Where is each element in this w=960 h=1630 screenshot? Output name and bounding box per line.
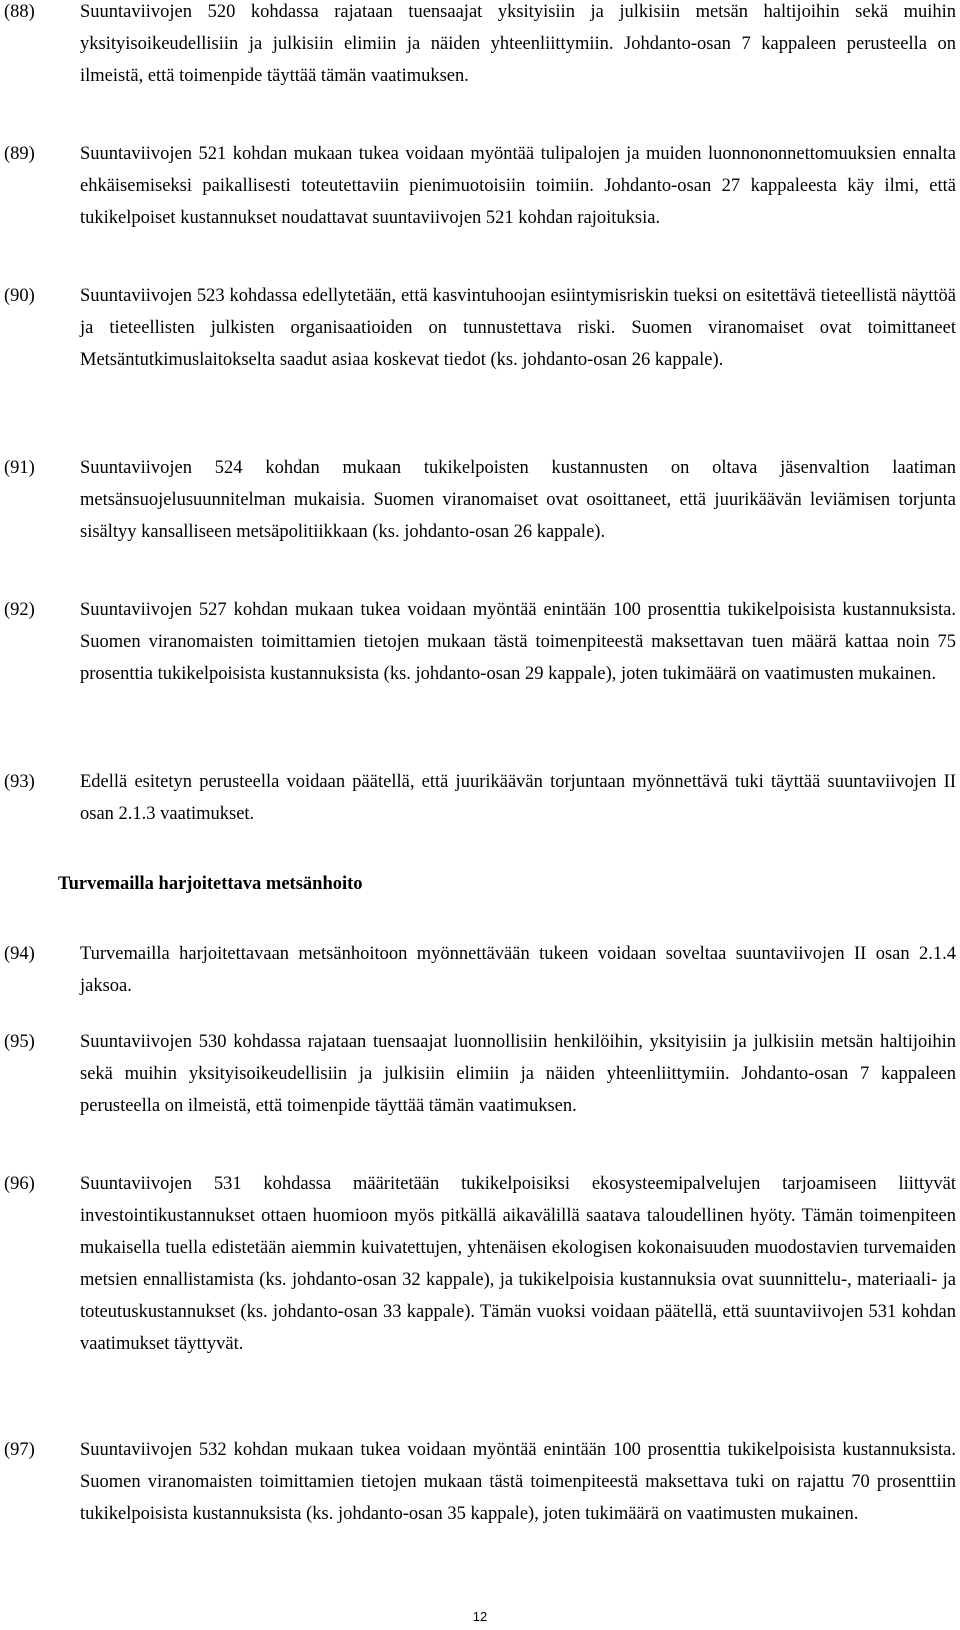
- paragraph-97: [4, 1434, 956, 1530]
- paragraph-90: [4, 280, 956, 376]
- paragraph-93: [4, 766, 956, 830]
- paragraph-text: Suuntaviivojen 530 kohdassa rajataan tuensaajat luonnollisiin henkilöihin, yksityisiin ja julkisiin metsän haltijoihin sekä muihin yksityisoikeudellisiin ja julkisiin elimiin ja näiden yhteenliittymiin. Johdanto-osan 7 kappaleen perusteella on ilmeistä, että toimenpide täyttää tämän vaatimuksen.: [80, 1032, 956, 1116]
- paragraph-number: (95): [4, 1032, 35, 1052]
- paragraph-text: Suuntaviivojen 527 kohdan mukaan tukea voidaan myöntää enintään 100 prosenttia tukikelpoisista kustannuksista. Suomen viranomaisten toimittamien tietojen mukaan tästä toimenpiteestä maksettavan tuen määrä kattaa noin 75 prosenttia tukikelpoisista kustannuksista (ks. johdanto-osan 29 kappale), joten tukimäärä on vaatimusten mukainen.: [80, 600, 956, 684]
- paragraph-91: [4, 452, 956, 548]
- page-number: 12: [472, 1609, 488, 1624]
- paragraph-text: Suuntaviivojen 532 kohdan mukaan tukea voidaan myöntää enintään 100 prosenttia tukikelpoisista kustannuksista. Suomen viranomaisten toimittamien tietojen mukaan tästä toimenpiteestä maksettava tuki on rajattu 70 prosenttiin tukikelpoisista kustannuksista (ks. johdanto-osan 35 kappale), joten tukimäärä on vaatimusten mukainen.: [80, 1440, 956, 1524]
- paragraph-text: Suuntaviivojen 523 kohdassa edellytetään, että kasvintuhoojan esiintymisriskin tueksi on esitettävä tieteellistä näyttöä ja tieteellisten julkisten organisaatioiden on tunnustettava riski. Suomen viranomaiset ovat toimittaneet Metsäntutkimuslaitokselta saadut asiaa koskevat tiedot (ks. johdanto-osan 26 kappale).: [80, 286, 956, 370]
- paragraph-text: Suuntaviivojen 521 kohdan mukaan tukea voidaan myöntää tulipalojen ja muiden luonnononnettomuuksien ennalta ehkäisemiseksi paikallisesti toteutettaviin pienimuotoisiin toimiin. Johdanto-osan 27 kappaleesta käy ilmi, että tukikelpoiset kustannukset noudattavat suuntaviivojen 521 kohdan rajoituksia.: [80, 144, 956, 228]
- paragraph-text: Suuntaviivojen 520 kohdassa rajataan tuensaajat yksityisiin ja julkisiin metsän haltijoihin sekä muihin yksityisoikeudellisiin ja julkisiin elimiin ja näiden yhteenliittymiin. Johdanto-osan 7 kappaleen perusteella on ilmeistä, että toimenpide täyttää tämän vaatimuksen.: [80, 2, 956, 86]
- paragraph-number: (94): [4, 944, 35, 964]
- paragraph-94: [4, 938, 956, 1002]
- paragraph-number: (88): [4, 2, 35, 22]
- paragraph-number: (92): [4, 600, 35, 620]
- paragraph-95: [4, 1026, 956, 1122]
- paragraph-number: (93): [4, 772, 35, 792]
- paragraph-92: [4, 594, 956, 690]
- section-heading: Turvemailla harjoitettava metsänhoito: [58, 874, 363, 894]
- paragraph-89: [4, 138, 956, 234]
- paragraph-number: (97): [4, 1440, 35, 1460]
- paragraph-number: (91): [4, 458, 35, 478]
- paragraph-number: (89): [4, 144, 35, 164]
- paragraph-number: (90): [4, 286, 35, 306]
- paragraph-88: [4, 0, 956, 92]
- paragraph-96: [4, 1168, 956, 1360]
- paragraph-text: Suuntaviivojen 524 kohdan mukaan tukikelpoisten kustannusten on oltava jäsenvaltion laatiman metsänsuojelusuunnitelman mukaisia. Suomen viranomaiset ovat osoittaneet, että juurikäävän leviämisen torjunta sisältyy kansalliseen metsäpolitiikkaan (ks. johdanto-osan 26 kappale).: [80, 458, 956, 542]
- paragraph-text: Turvemailla harjoitettavaan metsänhoitoon myönnettävään tukeen voidaan soveltaa suuntaviivojen II osan 2.1.4 jaksoa.: [80, 944, 956, 996]
- paragraph-text: Suuntaviivojen 531 kohdassa määritetään tukikelpoisiksi ekosysteemipalvelujen tarjoamiseen liittyvät investointikustannukset ottaen huomioon myös pitkällä aikavälillä saatava taloudellinen hyöty. Tämän toimenpiteen mukaisella tuella edistetään aiemmin kuivatettujen, yhtenäisen ekologisen kokonaisuuden muodostavien turvemaiden metsien ennallistamista (ks. johdanto-osan 32 kappale), ja tukikelpoisia kustannuksia ovat suunnittelu-, materiaali- ja toteutuskustannukset (ks. johdanto-osan 33 kappale). Tämän vuoksi voidaan päätellä, että suuntaviivojen 531 kohdan vaatimukset täyttyvät.: [80, 1174, 956, 1354]
- paragraph-text: Edellä esitetyn perusteella voidaan päätellä, että juurikäävän torjuntaan myönnettävä tuki täyttää suuntaviivojen II osan 2.1.3 vaatimukset.: [80, 772, 956, 824]
- paragraph-number: (96): [4, 1174, 35, 1194]
